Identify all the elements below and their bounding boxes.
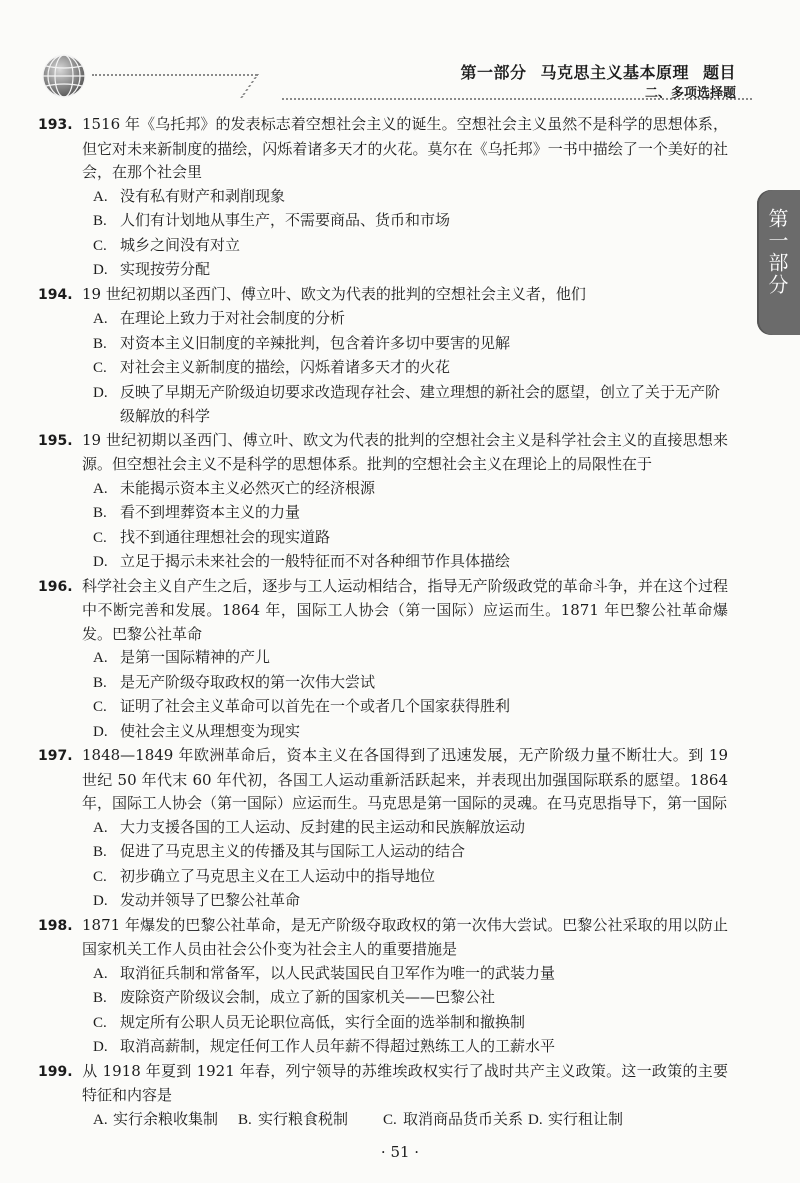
option xyxy=(528,1108,673,1133)
question xyxy=(38,1060,728,1133)
option-label: A. xyxy=(93,650,108,666)
option-text: 立足于揭示未来社会的一般特征而不对各种细节作具体描绘 xyxy=(120,552,511,570)
option-text: 大力支援各国的工人运动、反封建的民主运动和民族解放运动 xyxy=(120,817,526,836)
option xyxy=(38,332,728,357)
question-number: 195. xyxy=(38,432,73,449)
option xyxy=(38,477,728,502)
option-text: 对社会主义新制度的描绘，闪烁着诸多天才的火花 xyxy=(120,358,451,376)
option-text: 发动并领导了巴黎公社革命 xyxy=(120,891,301,909)
question-number: 193. xyxy=(38,117,73,133)
question xyxy=(38,914,728,1060)
option-text: 废除资产阶级议会制，成立了新的国家机关——巴黎公社 xyxy=(120,988,496,1006)
option xyxy=(38,1011,728,1036)
option-text: 在理论上致力于对社会制度的分析 xyxy=(120,309,346,327)
option xyxy=(38,646,728,671)
option xyxy=(38,695,728,720)
question-number: 198. xyxy=(38,917,73,934)
option-row xyxy=(38,1108,728,1133)
option-text: 取消高薪制，规定任何工作人员年薪不得超过熟练工人的工薪水平 xyxy=(120,1037,556,1055)
question-list xyxy=(0,113,800,1132)
option xyxy=(38,720,728,745)
option xyxy=(38,889,728,914)
globe-icon xyxy=(40,52,88,100)
page-number: · 51 · xyxy=(380,1143,420,1161)
option-label: D. xyxy=(93,723,108,740)
option-label: D. xyxy=(93,262,108,278)
option-text: 是第一国际精神的产儿 xyxy=(120,648,271,666)
option-label: B. xyxy=(238,1111,252,1128)
option-label: C. xyxy=(383,1111,397,1128)
option-text: 找不到通往理想社会的现实道路 xyxy=(120,527,331,546)
question xyxy=(38,744,728,914)
question-number: 197. xyxy=(38,748,73,764)
question-text: 从 1918 年夏到 1921 年春，列宁领导的苏维埃政权实行了战时共产主义政策。这一政策的主要特征和内容是 xyxy=(82,1061,728,1104)
option-label: C. xyxy=(93,529,107,546)
option xyxy=(38,986,728,1011)
option-text: 实行余粮收集制 xyxy=(113,1109,219,1128)
page-header xyxy=(0,0,800,110)
question-number: 199. xyxy=(38,1063,73,1080)
option-label: B. xyxy=(93,990,107,1006)
option xyxy=(38,865,728,890)
option-label: C. xyxy=(93,1014,107,1031)
question-stem xyxy=(38,113,728,185)
option xyxy=(38,307,728,332)
header-part: 第一部分 xyxy=(460,63,527,82)
question-stem xyxy=(38,575,728,647)
option-label: D. xyxy=(93,893,108,909)
option-label: A. xyxy=(93,480,108,497)
question-text: 科学社会主义自产生之后，逐步与工人运动相结合，指导无产阶级政党的革命斗争，并在这个过程中不断完善和发展。1864 年，国际工人协会（第一国际）应运而生。1871 年巴黎公社革命爆发。巴黎公社革命 xyxy=(82,576,728,643)
option xyxy=(38,356,728,381)
question-stem xyxy=(38,914,728,962)
option xyxy=(238,1108,383,1133)
option-label: B. xyxy=(93,213,107,229)
question-text: 1848—1849 年欧洲革命后，资本主义在各国得到了迅速发展，无产阶级力量不断壮大。到 19 世纪 50 年代末 60 年代初，各国工人运动重新活跃起来，并表现出加强国际联系的愿望。1864 年，国际工人协会（第一国际）应运而生。马克思是第一国际的灵魂。在马克思指导下，第一国际 xyxy=(82,746,728,812)
option-label: C. xyxy=(93,237,107,254)
header-dotted-line-slant xyxy=(240,74,299,98)
option xyxy=(38,1035,728,1060)
question xyxy=(38,429,728,575)
side-tab-label: 第一部分 xyxy=(765,208,789,296)
option-label: C. xyxy=(93,699,107,715)
option xyxy=(38,209,728,234)
header-subject: 马克思主义基本原理 xyxy=(540,63,689,82)
option-text: 人们有计划地从事生产，不需要商品、货币和市场 xyxy=(120,211,451,229)
option-label: B. xyxy=(93,505,107,521)
option-text: 取消商品货币关系 xyxy=(403,1109,524,1128)
question-stem xyxy=(38,283,728,308)
option-label: C. xyxy=(93,868,107,885)
question-stem xyxy=(38,744,728,816)
option-text: 看不到埋葬资本主义的力量 xyxy=(120,503,301,521)
option xyxy=(38,671,728,696)
option-text: 实行粮食税制 xyxy=(258,1109,349,1128)
option-label: B. xyxy=(93,335,107,352)
option-label: D. xyxy=(93,384,108,401)
option-label: B. xyxy=(93,674,107,691)
option-label: A. xyxy=(93,311,108,327)
option xyxy=(38,185,728,210)
option-text: 使社会主义从理想变为现实 xyxy=(120,721,301,740)
option-label: D. xyxy=(93,554,108,570)
option xyxy=(38,234,728,259)
option xyxy=(38,816,728,841)
question xyxy=(38,283,728,429)
option-text: 初步确立了马克思主义在工人运动中的指导地位 xyxy=(120,866,436,885)
question-text: 1516 年《乌托邦》的发表标志着空想社会主义的诞生。空想社会主义虽然不是科学的思想体系，但它对未来新制度的描绘，闪烁着诸多天才的火花。莫尔在《乌托邦》一书中描绘了一个美好的社会，在那个社会里 xyxy=(82,115,728,181)
header-title xyxy=(460,60,736,83)
option-label: A. xyxy=(93,1111,108,1128)
option-label: B. xyxy=(93,844,107,860)
option-label: A. xyxy=(93,819,108,836)
option-text: 反映了早期无产阶级迫切要求改造现存社会、建立理想的新社会的愿望，创立了关于无产阶级解放的科学 xyxy=(120,382,721,425)
option xyxy=(38,962,728,987)
header-subsection: 二、多项选择题 xyxy=(644,86,736,101)
question-number: 196. xyxy=(38,578,73,595)
option-text: 证明了社会主义革命可以首先在一个或者几个国家获得胜利 xyxy=(120,697,511,715)
option xyxy=(38,840,728,865)
question xyxy=(38,113,728,283)
option-text: 促进了马克思主义的传播及其与国际工人运动的结合 xyxy=(120,842,466,860)
option-label: C. xyxy=(93,360,107,376)
option-text: 实现按劳分配 xyxy=(120,260,211,278)
question-text: 19 世纪初期以圣西门、傅立叶、欧文为代表的批判的空想社会主义者，他们 xyxy=(82,284,586,303)
option xyxy=(38,258,728,283)
option-label: A. xyxy=(93,965,108,982)
question-number: 194. xyxy=(38,286,73,303)
option-text: 实行租让制 xyxy=(548,1109,624,1128)
option-text: 规定所有公职人员无论职位高低，实行全面的选举制和撤换制 xyxy=(120,1012,526,1031)
question-stem xyxy=(38,1060,728,1108)
option-label: D. xyxy=(528,1111,543,1128)
header-section: 题目 xyxy=(702,63,736,82)
option xyxy=(38,526,728,551)
question-text: 19 世纪初期以圣西门、傅立叶、欧文为代表的批判的空想社会主义是科学社会主义的直接思想来源。但空想社会主义不是科学的思想体系。批判的空想社会主义在理论上的局限性在于 xyxy=(82,430,728,473)
option xyxy=(93,1108,238,1133)
option-label: D. xyxy=(93,1039,108,1055)
option-text: 城乡之间没有对立 xyxy=(120,235,241,254)
option-label: A. xyxy=(93,188,108,205)
option-text: 取消征兵制和常备军，以人民武装国民自卫军作为唯一的武装力量 xyxy=(120,963,556,982)
option-text: 是无产阶级夺取政权的第一次伟大尝试 xyxy=(120,672,376,691)
question-text: 1871 年爆发的巴黎公社革命，是无产阶级夺取政权的第一次伟大尝试。巴黎公社采取的用以防止国家机关工作人员由社会公仆变为社会主人的重要措施是 xyxy=(82,915,728,958)
option xyxy=(38,381,728,429)
option-text: 对资本主义旧制度的辛辣批判，包含着许多切中要害的见解 xyxy=(120,333,511,352)
question-stem xyxy=(38,429,728,477)
option xyxy=(383,1108,528,1133)
option xyxy=(38,501,728,526)
question xyxy=(38,575,728,745)
option xyxy=(38,550,728,575)
option-text: 没有私有财产和剥削现象 xyxy=(120,186,286,205)
header-dotted-line xyxy=(92,74,257,76)
option-text: 未能揭示资本主义必然灭亡的经济根源 xyxy=(120,478,376,497)
